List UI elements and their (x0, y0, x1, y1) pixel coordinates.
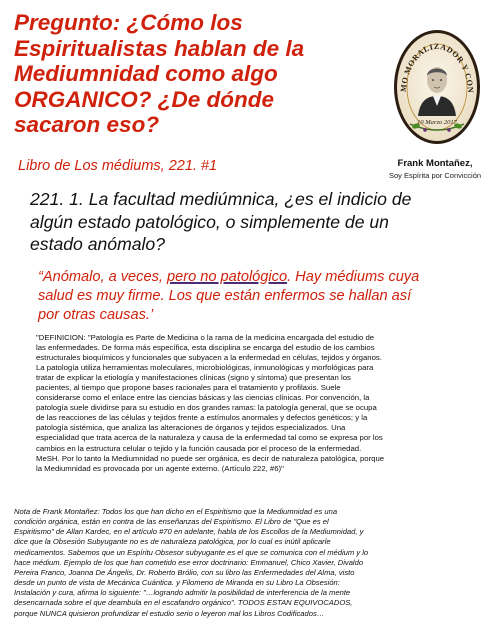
seal-arc-text: MO MORALIZADOR Y CON (398, 41, 476, 94)
note-line: Espiritismo" de Allan Kardec, en el artículo #70 en adelante, habla de los Escollos de la Mediumnidad, y (14, 527, 364, 537)
note-line: medicamentos. Sabemos que un Espíritu Obsesor subyugante es el que se comunica con el médium y lo (14, 547, 369, 557)
note-line: hace médium. Ejemplo de los que han cometido ese error doctrinario: Emmanuel, Chico Xavier, Divaldo (14, 557, 364, 567)
definition-line: patología suele dividirse para su estudio en dos grandes ramas: la patología general, que se ocupa (36, 403, 377, 413)
author-name: Frank Montañez, (397, 158, 473, 169)
answer-line1-end: . Hay médiums cuya (287, 269, 420, 285)
answer-quote (38, 268, 488, 325)
definition-line: las enfermedades. De forma más específica, esta disciplina se encarga del estudio de los cambios (36, 343, 375, 353)
question-line: estado anómalo? (30, 234, 165, 254)
seal-date: 10 Marzo 2017 (417, 119, 457, 126)
definition-line: pacientes, al tiempo que propone bases racionales para el tratamiento y profilaxis. Suele (36, 383, 341, 393)
definition-line: la Mediumnidad es provocada por un agente externo. (Artículo 222, #6)" (36, 463, 284, 473)
title-line: ORGANICO? ¿De dónde (14, 86, 274, 112)
author-subtitle: Soy Espírita por Convicción (388, 171, 482, 180)
question-line: 221. 1. La facultad mediúmnica, ¿es el indicio de (30, 189, 412, 209)
definition-line: cambios en la estructura celular o tejido y la función causada por el proceso de la enfermedad. (36, 443, 362, 453)
note-line: condición orgánica, están en contra de las enseñanzas del Espiritismo. El Libro de "Que es el (14, 517, 329, 527)
title-line: Espiritualistas hablan de la (14, 35, 305, 61)
seal-graphic (392, 28, 482, 146)
title-line: Pregunto: ¿Cómo los (14, 10, 243, 35)
definition-line: MeSH. Por lo tanto la Mediumnidad no puede ser orgánica, es decir de naturaleza patológica, porque (36, 453, 385, 463)
question-block (30, 188, 490, 256)
note-line: desde un punto de vista de Mecánica Cuántica. y Filomeno de Miranda en su Libro La Obsesión: (14, 578, 340, 588)
definition-line: tratar de explicar la etiología y manifestaciones clínicas (signo y síntoma) que presentan los (36, 373, 351, 383)
book-reference: Libro de Los médiums, 221. #1 (18, 158, 218, 174)
answer-line (38, 268, 488, 287)
note-line: Pereira Franco, Joanna De Ángelis, Dr. Roberto Brólio, con su libro las Enfermedades del Alma, visto (14, 567, 355, 577)
answer-line1-start: “Anómalo, a veces, (38, 269, 167, 285)
definition-line: La patología utiliza herramientas moleculares, microbiológicas, inmunológicas y morfológicas para (36, 363, 374, 373)
note-line: desencarnada sobre el que deambula en el escafandro orgánico". TODOS ESTAN EQUIVOCADOS, (14, 598, 353, 608)
title-line: sacaron eso? (14, 112, 160, 138)
page-title (14, 10, 376, 138)
note-line: Instalación y cura, afirma lo siguiente: "…logrando admitir la posibilidad de interferencia de la mente (14, 588, 351, 598)
question-line: algún estado patológico, o simplemente de un (30, 211, 389, 232)
note-line: Nota de Frank Montañez: Todos los que han dicho en el Espiritismo que la Mediumnidad es una (14, 507, 338, 516)
definition-line: especialidad que trata acerca de la naturaleza y causa de la enfermedad tal como se expresa por los (36, 433, 383, 443)
note-line: dice que la Obsesión Subyugante no es de naturaleza patológica, por lo cual es inútil aplicarle (14, 537, 331, 547)
definition-line: patología sistémica, que analiza las alteraciones de órganos y tejidos especializados. Una (36, 423, 346, 433)
answer-line: por otras causas.’ (38, 307, 154, 323)
note-line: porque NUNCA quisieron profundizar el estudio serio o leyeron mal los Libros Codificados… (14, 608, 325, 618)
title-line: Mediumnidad como algo (14, 61, 278, 87)
definition-line: de las reacciones de las células y tejidos frente a estímulos anormales y defectos genéticos; y la (36, 413, 368, 423)
answer-line: salud es muy firme. Los que están enfermos se hallan así (38, 288, 412, 304)
definition-line: considerarse como el enlace entre las ciencias básicas y las ciencias clínicas. Por convención, la (36, 393, 370, 403)
definition-paragraph (36, 333, 488, 474)
definition-line: "DEFINICION: "Patología es Parte de Medicina o la rama de la medicina encargada del estudio de (36, 333, 375, 342)
answer-underlined-phrase: pero no patológico (166, 269, 288, 285)
definition-line: estructurales bioquímicos y funcionales que subyacen a la enfermedad en células, tejidos y órganos. (36, 353, 382, 363)
author-note (14, 507, 492, 619)
portrait-seal-icon (392, 28, 482, 146)
